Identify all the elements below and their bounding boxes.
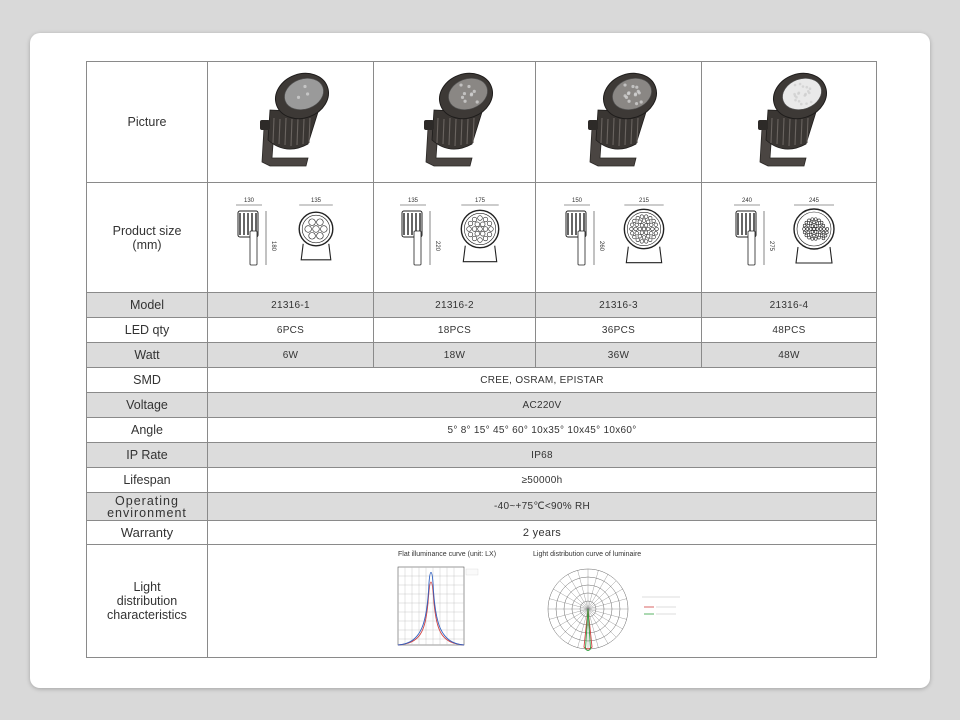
height-label: 275 xyxy=(768,240,774,251)
led-qty-value: 18PCS xyxy=(374,318,536,343)
polar-distribution-chart xyxy=(538,559,638,659)
lifespan-row xyxy=(87,468,877,493)
ip-rate-label: IP Rate xyxy=(87,443,208,468)
front-width-label: 245 xyxy=(808,197,820,204)
watt-value: 18W xyxy=(374,343,536,368)
led-qty-label: LED qty xyxy=(87,318,208,343)
led-qty-value: 48PCS xyxy=(702,318,877,343)
product-size-label xyxy=(87,183,208,293)
picture-label: Picture xyxy=(87,62,208,183)
polar-curve-title: Light distribution curve of luminaire xyxy=(533,551,642,558)
operating-env-label xyxy=(87,493,208,521)
led-qty-value: 6PCS xyxy=(208,318,374,343)
model-row xyxy=(87,293,877,318)
light-distribution-label-line1: Light xyxy=(133,580,161,594)
light-distribution-label-line2: distribution xyxy=(116,594,178,608)
smd-row xyxy=(87,368,877,393)
led-qty-value: 36PCS xyxy=(536,318,702,343)
operating-env-value: -40~+75℃<90% RH xyxy=(208,493,877,521)
angle-label: Angle xyxy=(87,418,208,443)
spotlight-image-2 xyxy=(410,70,500,174)
model-label: Model xyxy=(87,293,208,318)
led-qty-row xyxy=(87,318,877,343)
dimension-drawing-2 xyxy=(374,183,536,293)
watt-row xyxy=(87,343,877,368)
spotlight-image-3 xyxy=(574,70,664,174)
dimension-drawing-3 xyxy=(536,183,702,293)
voltage-label: Voltage xyxy=(87,393,208,418)
voltage-value: AC220V xyxy=(208,393,877,418)
model-value: 21316-2 xyxy=(374,293,536,318)
angle-value: 5° 8° 15° 45° 60° 10x35° 10x45° 10x60° xyxy=(208,418,877,443)
picture-row xyxy=(87,62,877,183)
spotlight-image-4 xyxy=(744,70,834,174)
flat-illuminance-chart xyxy=(390,563,480,653)
product-picture-4 xyxy=(702,62,877,183)
watt-value: 36W xyxy=(536,343,702,368)
polar-legend xyxy=(640,593,700,623)
front-width-label: 175 xyxy=(474,197,485,204)
model-value: 21316-3 xyxy=(536,293,702,318)
watt-value: 6W xyxy=(208,343,374,368)
spec-table xyxy=(86,61,877,658)
ip-rate-value: IP68 xyxy=(208,443,877,468)
side-width-label: 135 xyxy=(407,197,418,204)
warranty-value: 2 years xyxy=(208,521,877,545)
dimension-drawing-4 xyxy=(702,183,877,293)
light-distribution-row xyxy=(87,545,877,658)
operating-env-row xyxy=(87,493,877,521)
product-size-row xyxy=(87,183,877,293)
light-distribution-charts xyxy=(208,545,877,658)
flat-illuminance-title: Flat illuminance curve (unit: LX) xyxy=(398,551,497,558)
product-picture-1 xyxy=(208,62,374,183)
smd-label: SMD xyxy=(87,368,208,393)
model-value: 21316-1 xyxy=(208,293,374,318)
height-label: 260 xyxy=(597,240,604,251)
watt-label: Watt xyxy=(87,343,208,368)
product-size-label-line2: (mm) xyxy=(132,237,162,252)
product-picture-3 xyxy=(536,62,702,183)
angle-row xyxy=(87,418,877,443)
front-width-label: 135 xyxy=(310,197,321,204)
voltage-row xyxy=(87,393,877,418)
spotlight-image-1 xyxy=(246,70,336,174)
watt-value: 48W xyxy=(702,343,877,368)
operating-env-label-line2: environment xyxy=(107,505,187,520)
front-width-label: 215 xyxy=(638,197,649,204)
smd-value: CREE, OSRAM, EPISTAR xyxy=(208,368,877,393)
warranty-row xyxy=(87,521,877,545)
side-width-label: 240 xyxy=(741,197,753,204)
side-width-label: 150 xyxy=(571,197,582,204)
operating-env-label-line1: Operating xyxy=(115,493,179,508)
spec-sheet-card xyxy=(30,33,930,688)
light-distribution-label xyxy=(87,545,208,658)
dimension-drawing-1 xyxy=(208,183,374,293)
ip-rate-row xyxy=(87,443,877,468)
lifespan-label: Lifespan xyxy=(87,468,208,493)
light-distribution-label-line3: characteristics xyxy=(107,608,187,622)
lifespan-value: ≥50000h xyxy=(208,468,877,493)
warranty-label: Warranty xyxy=(87,521,208,545)
model-value: 21316-4 xyxy=(702,293,877,318)
side-width-label: 130 xyxy=(243,197,254,204)
product-size-label-line1: Product size xyxy=(112,223,182,238)
product-picture-2 xyxy=(374,62,536,183)
height-label: 180 xyxy=(269,240,276,251)
height-label: 220 xyxy=(433,240,440,251)
